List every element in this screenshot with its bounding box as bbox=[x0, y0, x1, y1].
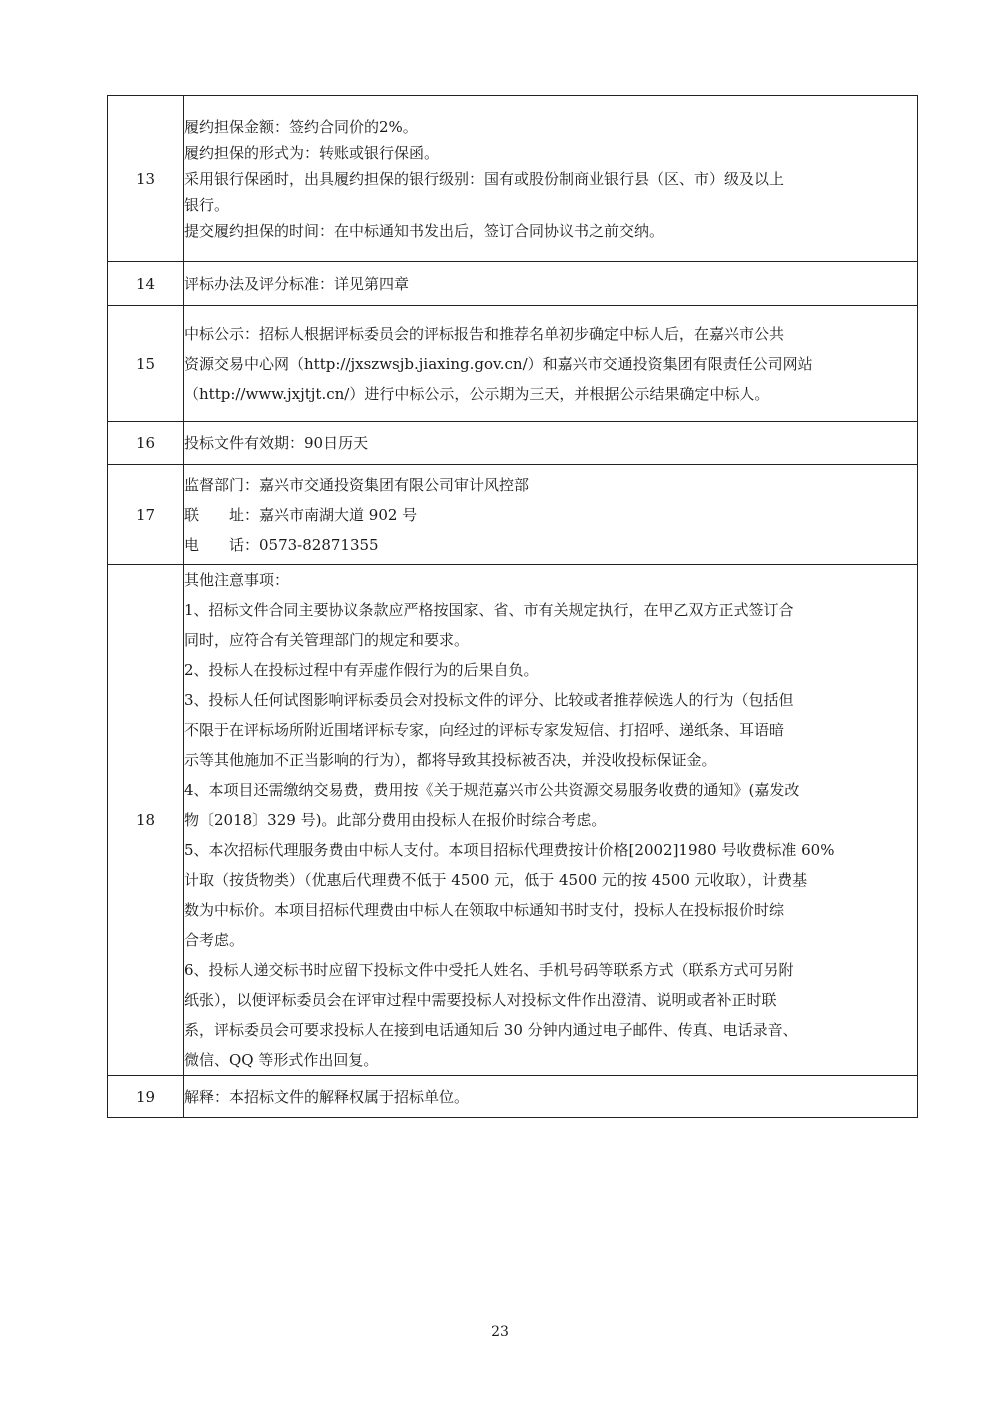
row-content bbox=[184, 565, 918, 1076]
table-row bbox=[108, 565, 918, 1076]
content-line: 6、投标人递交标书时应留下投标文件中受托人姓名、手机号码等联系方式（联系方式可另附 bbox=[184, 961, 794, 979]
content-line: 其他注意事项： bbox=[184, 571, 290, 589]
content-line: 系，评标委员会可要求投标人在接到电话通知后 30 分钟内通过电子邮件、传真、电话录音、 bbox=[184, 1021, 798, 1039]
row-content bbox=[184, 96, 918, 262]
table-row bbox=[108, 1076, 918, 1118]
row-number: 16 bbox=[108, 422, 184, 465]
content-line: 监督部门：嘉兴市交通投资集团有限公司审计风控部 bbox=[184, 475, 530, 494]
content-line: 示等其他施加不正当影响的行为），都将导致其投标被否决，并没收投标保证金。 bbox=[184, 751, 717, 769]
row-number: 18 bbox=[108, 565, 184, 1076]
row-number: 19 bbox=[108, 1076, 184, 1118]
content-line: 1、招标文件合同主要协议条款应严格按国家、省、市有关规定执行，在甲乙双方正式签订合 bbox=[184, 601, 794, 619]
table-row bbox=[108, 465, 918, 565]
content-line: 电 话：0573-82871355 bbox=[184, 535, 379, 554]
content-line: 微信、QQ 等形式作出回复。 bbox=[184, 1051, 379, 1069]
content-line: 合考虑。 bbox=[184, 931, 245, 949]
content-line: 提交履约担保的时间：在中标通知书发出后，签订合同协议书之前交纳。 bbox=[184, 221, 665, 240]
row-content bbox=[184, 465, 918, 565]
content-line: 不限于在评标场所附近围堵评标专家，向经过的评标专家发短信、打招呼、递纸条、耳语暗 bbox=[184, 721, 785, 739]
content-line: 评标办法及评分标准：详见第四章 bbox=[184, 274, 410, 293]
row-number: 14 bbox=[108, 262, 184, 306]
page-number: 23 bbox=[491, 1324, 509, 1340]
row-number: 15 bbox=[108, 306, 184, 422]
content-line: 计取（按货物类）（优惠后代理费不低于 4500 元，低于 4500 元的按 4500 元收取），计费基 bbox=[184, 871, 808, 889]
row-content bbox=[184, 1076, 918, 1118]
content-line: 纸张），以便评标委员会在评审过程中需要投标人对投标文件作出澄清、说明或者补正时联 bbox=[184, 991, 777, 1009]
content-line: 4、本项目还需缴纳交易费，费用按《关于规范嘉兴市公共资源交易服务收费的通知》(嘉发改 bbox=[184, 781, 800, 799]
content-line: 联 址：嘉兴市南湖大道 902 号 bbox=[184, 505, 418, 524]
content-line: 数为中标价。本项目招标代理费由中标人在领取中标通知书时支付，投标人在投标报价时综 bbox=[184, 901, 785, 919]
content-line: 履约担保的形式为：转账或银行保函。 bbox=[184, 143, 440, 162]
table-row bbox=[108, 96, 918, 262]
table-row bbox=[108, 306, 918, 422]
clause-table bbox=[107, 95, 918, 1118]
content-line: 资源交易中心网（http://jxszwsjb.jiaxing.gov.cn/）和嘉兴市交通投资集团有限责任公司网站 bbox=[184, 354, 813, 373]
row-content bbox=[184, 422, 918, 465]
row-number: 13 bbox=[108, 96, 184, 262]
table-row bbox=[108, 422, 918, 465]
content-line: 中标公示：招标人根据评标委员会的评标报告和推荐名单初步确定中标人后，在嘉兴市公共 bbox=[184, 324, 785, 343]
table-row bbox=[108, 262, 918, 306]
content-line: 银行。 bbox=[184, 195, 230, 214]
content-line: 采用银行保函时，出具履约担保的银行级别：国有或股份制商业银行县（区、市）级及以上 bbox=[184, 169, 785, 188]
content-line: 2、投标人在投标过程中有弄虚作假行为的后果自负。 bbox=[184, 661, 539, 679]
content-line: 物〔2018〕329 号)。此部分费用由投标人在报价时综合考虑。 bbox=[184, 811, 607, 829]
row-number: 17 bbox=[108, 465, 184, 565]
content-line: 3、投标人任何试图影响评标委员会对投标文件的评分、比较或者推荐候选人的行为（包括但 bbox=[184, 691, 794, 709]
content-line: （http://www.jxjtjt.cn/）进行中标公示，公示期为三天，并根据公示结果确定中标人。 bbox=[184, 384, 770, 403]
content-line: 解释：本招标文件的解释权属于招标单位。 bbox=[184, 1087, 470, 1106]
content-line: 5、本次招标代理服务费由中标人支付。本项目招标代理费按计价格[2002]1980 号收费标准 60% bbox=[184, 841, 835, 859]
content-line: 投标文件有效期：90日历天 bbox=[184, 434, 369, 452]
content-line: 履约担保金额：签约合同价的2%。 bbox=[184, 117, 418, 136]
row-content bbox=[184, 306, 918, 422]
row-content bbox=[184, 262, 918, 306]
content-line: 同时，应符合有关管理部门的规定和要求。 bbox=[184, 631, 470, 649]
